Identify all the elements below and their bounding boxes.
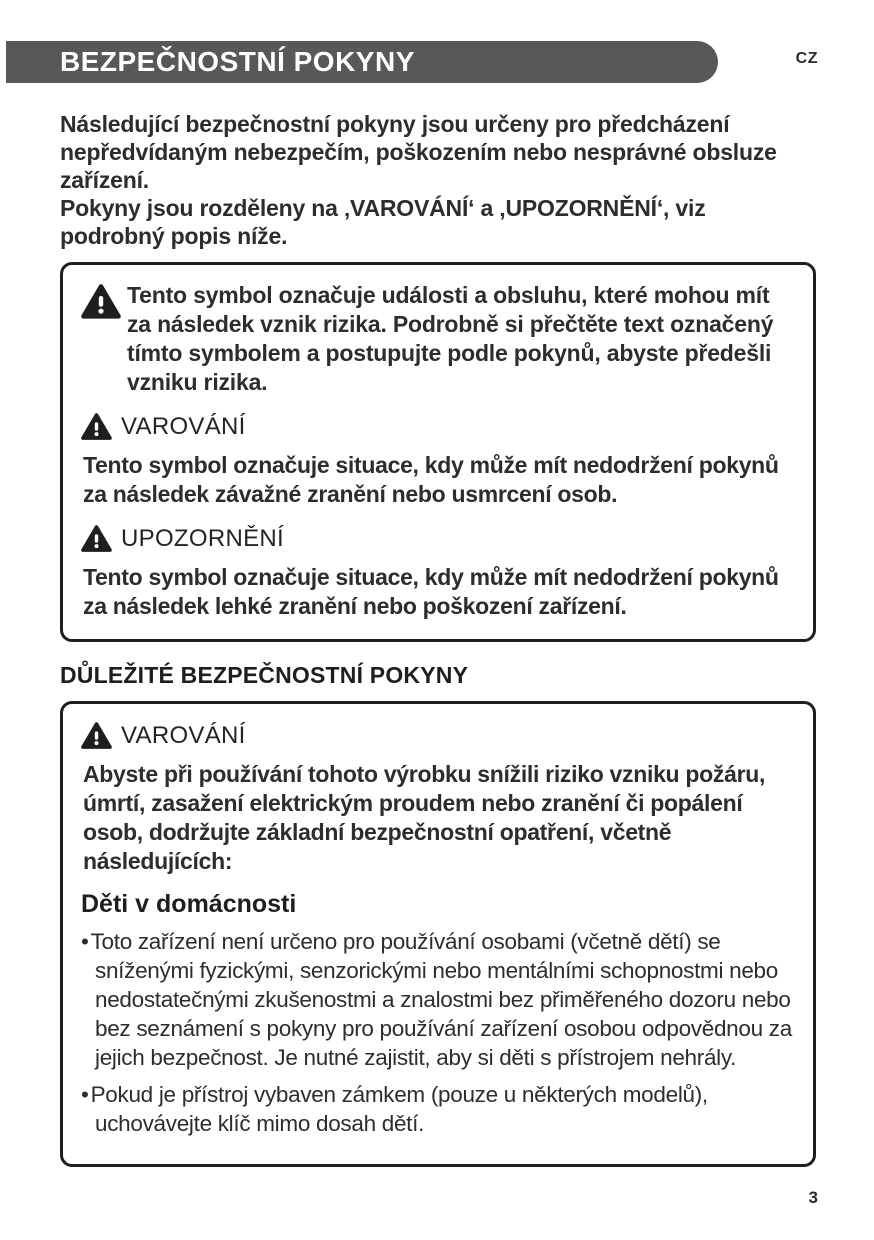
children-subheading: Děti v domácnosti <box>81 890 297 918</box>
warning-triangle-icon <box>81 284 121 320</box>
warning-triangle-icon <box>81 413 112 441</box>
page-content <box>60 110 816 1167</box>
warning-triangle-icon <box>81 722 112 750</box>
warning-triangle-icon <box>81 525 112 553</box>
intro-paragraph-2: Pokyny jsou rozděleny na ‚VAROVÁNÍ‘ a ‚UPOZORNĚNÍ‘, viz podrobný popis níže. <box>60 195 706 249</box>
language-badge: CZ <box>795 50 818 67</box>
symbol-explanation-box <box>60 262 816 642</box>
warning-instructions-box <box>60 701 816 1167</box>
page-number: 3 <box>808 1188 818 1207</box>
warning-label-row <box>79 722 797 750</box>
intro-block <box>60 110 816 250</box>
warning-label-row <box>79 413 797 441</box>
list-item: • Pokud je přístroj vybaven zámkem (pouze u některých modelů), uchovávejte klíč mimo dosah dětí. <box>81 1080 797 1138</box>
caution-label-row <box>79 525 797 553</box>
section-banner <box>6 41 718 83</box>
symbol-definition-row <box>79 281 797 397</box>
important-instructions-heading: DŮLEŽITÉ BEZPEČNOSTNÍ POKYNY <box>60 662 469 688</box>
caution-label: UPOZORNĚNÍ <box>121 525 285 552</box>
symbol-definition-text: Tento symbol označuje události a obsluhu, které mohou mít za následek vznik rizika. Podrobně si přečtěte text označený tímto symbolem a postupujte podle pokynů, abyste předešli vzniku rizika. <box>127 282 774 395</box>
intro-paragraph-1: Následující bezpečnostní pokyny jsou určeny pro předcházení nepředvídaným nebezpečím, poškozením nebo nesprávné obsluze zařízení. <box>60 111 777 193</box>
warning-description: Tento symbol označuje situace, kdy může mít nedodržení pokynů za následek závažné zranění nebo usmrcení osob. <box>83 452 779 507</box>
warning-intro-text: Abyste při používání tohoto výrobku snížili riziko vzniku požáru, úmrtí, zasažení elektrickým proudem nebo zranění či popálení osob, dodržujte základní bezpečnostní opatření, včetně následujících: <box>83 761 766 874</box>
page-title: BEZPEČNOSTNÍ POKYNY <box>60 46 415 77</box>
caution-description: Tento symbol označuje situace, kdy může mít nedodržení pokynů za následek lehké zranění nebo poškození zařízení. <box>83 564 779 619</box>
list-item: • Toto zařízení není určeno pro používání osobami (včetně dětí) se sníženými fyzickými, senzorickými nebo mentálními schopnostmi nebo nedostatečnými zkušenostmi a znalostmi bez přiměřeného dozoru nebo bez seznámení s pokyny pro používání zařízení osobou odpovědnou za jejich bezpečnost. Je nutné zajistit, aby si děti s přístrojem nehrály. <box>81 927 797 1072</box>
safety-bullet-list <box>81 927 797 1138</box>
warning-label: VAROVÁNÍ <box>121 722 246 749</box>
warning-label: VAROVÁNÍ <box>121 413 246 440</box>
